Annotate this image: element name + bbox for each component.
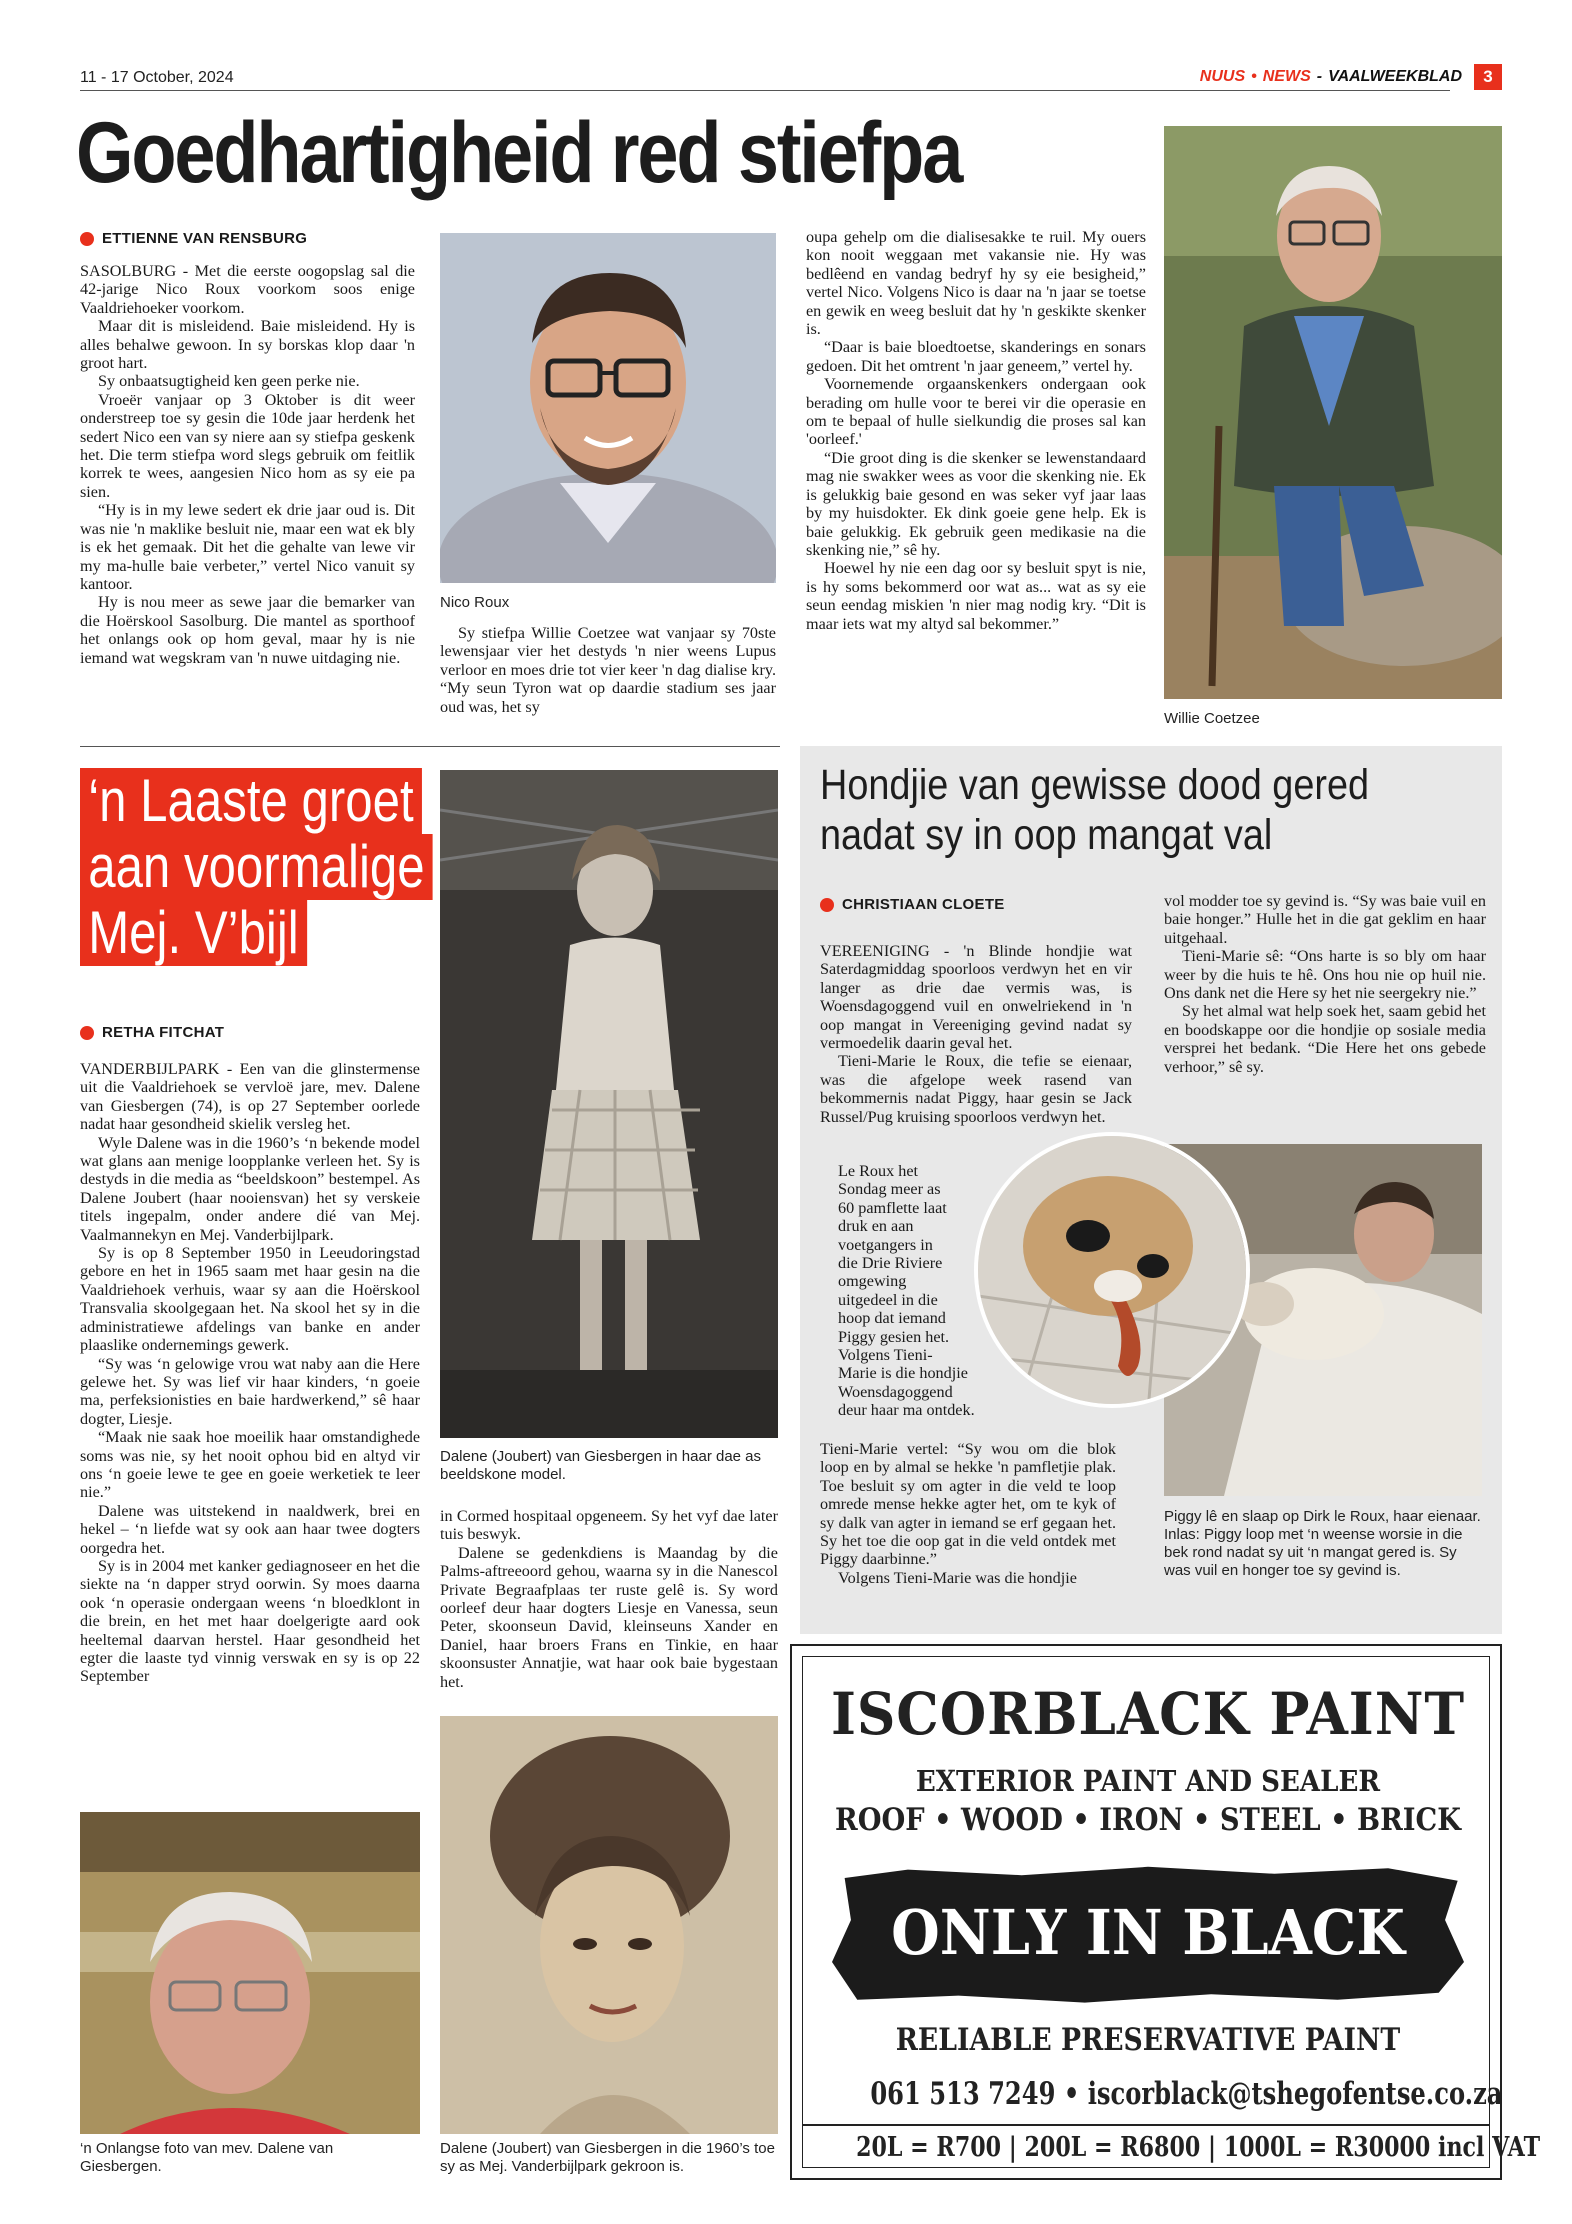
byline-author: CHRISTIAAN CLOETE [842,896,1005,913]
advert-contact: 061 513 7249 • iscorblack@tshegofentse.co.za [870,2076,1503,2112]
dalene-1960-caption: Dalene (Joubert) van Giesbergen in die 1960’s toe sy as Mej. Vanderbijlpark gekroon is. [440,2140,775,2175]
para: Sy het almal wat help soek het, saam gebid het en boodskappe oor die hondjie op sosiale media versprei het bedank. “Die Here het ons gebede verhoor,” sê sy. [1164,1002,1486,1076]
wrap-line: die Drie Riviere [838,1254,943,1273]
advert-brand: ISCORBLACK PAINT [830,1680,1466,1748]
portrait-illustration [440,233,776,583]
willie-coetzee-caption: Willie Coetzee [1164,710,1260,727]
para: Wyle Dalene was in die 1960’s ‘n bekende model wat glans aan menige loopplanke verleen het. Sy is destyds in die media as “beeldskoon” bestempel. As Dalene Joubert (haar nooiensvan) het sy verskeie titels ingepalm, onder andere dié van Mej. Vaalmannekyn en Mej. Vanderbijlpark. [80,1133,420,1244]
advert-line2: ROOF • WOOD • IRON • STEEL • BRICK [835,1802,1461,1838]
wrap-line: Marie is die hondjie [838,1364,968,1383]
story1-col3 [806,228,1146,633]
story1-col2 [440,624,776,716]
headline-line: nadat sy in oop mangat val [820,811,1273,859]
dalene-recent-photo [80,1812,420,2134]
para: SASOLBURG - Met die eerste oogopslag sal die 42-jarige Nico Roux voorkom soos enige Vaaldriehoeker voorkom. [80,262,415,317]
iscorblack-advert [790,1644,1541,2180]
story3-col1-wrap [838,1162,998,1420]
para: Sy is op 8 September 1950 in Leeudoringstad gebore en het in 1965 saam met haar gesin na die Vaaldriehoek verhuis, waar sy aan die Hoërskool Transvalia skoolgegaan het. Na skool het sy in die administratiewe afdelings van banke en ander plaaslike ondernemings gewerk. [80,1244,420,1355]
byline-dot-icon [80,232,94,246]
page-number: 3 [1474,64,1502,90]
wrap-line: Volgens Tieni- [838,1346,933,1365]
headline-line: Mej. V’bijl [80,900,307,966]
piggy-inset-photo [974,1132,1250,1408]
para: Vroeër vanjaar op 3 Oktober is dit weer onderstreep toe sy gesin die 10de jaar herdenk het sedert Nico een van sy niere aan sy stiefpa geskenk het. Die term stiefpa word slegs gebruik om feitlik korrek te wees, aangesien Nico hom as sy eie pa sien. [80,390,415,501]
story3-byline [820,896,1005,913]
header-rule [80,90,1450,91]
story1-byline [80,230,307,247]
story2-byline [80,1024,224,1041]
byline-dot-icon [820,898,834,912]
dalene-model-caption: Dalene (Joubert) van Giesbergen in haar dae as beeldskone model. [440,1448,762,1483]
para: Sy onbaatsugtigheid ken geen perke nie. [98,372,360,391]
headline-line: Hondjie van gewisse dood gered [820,761,1370,809]
byline-author: RETHA FITCHAT [102,1024,225,1041]
portrait-illustration [1164,126,1502,699]
piggy-caption: Piggy lê en slaap op Dirk le Roux, haar eienaar. Inlas: Piggy loop met ‘n weense worsie in die bek rond nadat sy uit ‘n mangat gered is. Sy was vuil en honger toe sy gevind is. [1164,1508,1481,1579]
page-date: 11 - 17 October, 2024 [80,69,234,86]
para: “Maak nie saak hoe moeilik haar omstandighede soms was nie, sy het nooit ophou bid en altyd vir ons ‘n goeie lewe te gee en goeie werketiek te leer nie.” [80,1428,420,1502]
vintage-photo-illustration [440,1716,778,2134]
para: Tieni-Marie le Roux, die tefie se eienaar, was die afgelope week rasend van bekommernis nadat Piggy, haar gesin se Jack Russel/Pug kruising spoorloos verdwyn het. [820,1052,1132,1126]
para: VANDERBIJLPARK - Een van die glinstermense uit die Vaaldriehoek se vervloë jare, mev. Dalene van Giesbergen (74), is op 27 September oorlede nadat haar gesondheid skielik versleg het. [80,1060,420,1134]
headline-line: aan voormalige [80,834,433,900]
advert-line3: RELIABLE PRESERVATIVE PAINT [895,2022,1401,2058]
para: Maar dit is misleidend. Baie misleidend. Hy is alles behalwe gewoon. In sy borskas klop daar 'n groot hart. [80,317,415,373]
para: VEREENIGING - 'n Blinde hondjie wat Saterdagmiddag spoorloos verdwyn het en vir langer as drie dae vermis was, is Woensdagoggend vuil en onwelriekend in 'n oop mangat in Vereeniging gevind nadat sy vermoedelik daarin geval het. [820,942,1132,1053]
wrap-line: Woensdagoggend [838,1382,953,1401]
para: Hy is nou meer as sewe jaar die bemarker van die Hoërskool Sasolburg. Die mantel as sporthoof het onlangs ook op hom geval, maar hy is nie iemand wat wegskram van 'n nuwe uitdaging nie. [80,593,415,667]
story2-col1 [80,1060,420,1686]
advert-prices: 20L = R700 | 200L = R6800 | 1000L = R30000 incl VAT [856,2132,1541,2163]
story3-headline [820,760,1444,860]
wrap-line: Le Roux het [838,1162,919,1180]
dog-illustration [978,1136,1250,1408]
section-nuus: NUUS [1199,68,1246,85]
para: oupa gehelp om die dialisesakke te ruil. My ouers kon nooit weggaan met vakansie nie. Hy was bedlêend en vandag bedryf hy sy eie besigheid,” vertel Nico. Volgens Nico is daar na 'n jaar se toetse en gewik en weeg besluit dat hy 'n geskikte skenker is. [806,228,1146,339]
advert-prices-rule [802,2124,1490,2126]
story2-col2 [440,1507,778,1691]
para: in Cormed hospitaal opgeneem. Sy het vyf dae later tuis beswyk. [440,1507,778,1544]
dalene-recent-caption: ‘n Onlangse foto van mev. Dalene van Giesbergen. [80,2140,334,2175]
para: Hoewel hy nie een dag oor sy besluit spyt is nie, is hy soms bekommerd oor wat as... wat as sy eie seun eendag miskien 'n nier mag nodig kry. “Dit is maar iets wat my altyd sal bekommer.” [806,559,1146,633]
dalene-model-photo [440,770,778,1438]
para: Volgens Tieni-Marie was die hondjie [838,1568,1077,1587]
wrap-line: deur haar ma ontdek. [838,1401,975,1420]
advert-line1: EXTERIOR PAINT AND SEALER [915,1764,1381,1798]
para: “Hy is in my lewe sedert ek drie jaar oud is. Dit was nie 'n maklike besluit nie, maar een wat ek bly is ek het gemaak. Dit het die gehalte van lewe vir my ma-hulle baie verbeter,” vertel Nico vanuit sy kantoor. [80,501,415,593]
nico-roux-caption: Nico Roux [440,594,510,611]
para: Tieni-Marie vertel: “Sy wou om die blok loop en by almal se hekke 'n pamfletjie plak. Toe besluit sy om agter in die veld te loop omrede mense hekke agter het, om te kyk of sy dalk van agter in iemand se erf gegaan het. Sy het toe die oop gat in die veld ontdek met Piggy daarbinne.” [820,1440,1116,1569]
section-news: NEWS [1262,68,1311,85]
portrait-illustration [80,1812,420,2134]
para: Tieni-Marie sê: “Ons harte is so bly om haar weer by die huis te hê. Ons hou nie op huil nie. Ons dank net die Here sy het nie seergekry nie.” [1164,947,1486,1003]
section-label: NUUS • NEWS - VAALWEEKBLAD [1199,68,1462,85]
para: Sy stiefpa Willie Coetzee wat vanjaar sy 70ste lewensjaar vier het destyds 'n nier weens Lupus verloor en moes drie tot vier keer 'n dag dialise kry. “My seun Tyron wat op daardie stadium ses jaar oud was, het sy [440,624,776,716]
wrap-line: druk en aan [838,1217,914,1236]
para: vol modder toe sy gevind is. “Sy was baie vuil en baie honger.” Hulle het in die gat geklim en haar uitgehaal. [1164,892,1486,947]
story3-col1-after [820,1440,1116,1587]
para: Voornemende orgaanskenkers ondergaan ook berading om hulle voor te berei vir die operasie en om te bepaal of hulle sielkundig die proses sal kan 'oorleef.' [806,375,1146,449]
headline-line: ‘n Laaste groet [80,768,422,834]
para: “Sy was ‘n gelowige vrou wat naby aan die Here gelewe het. Sy was lief vir haar kinders, ‘n goeie ma, perfeksionisties en baie hardwerkend,” sê haar dogter, Liesje. [80,1354,420,1428]
wrap-line: 60 pamflette laat [838,1198,947,1217]
story1-col1 [80,262,415,667]
dalene-1960-photo [440,1716,778,2134]
story3-col1 [820,942,1132,1126]
para: Sy is in 2004 met kanker gediagnoseer en het die siekte na ‘n dapper stryd oorwin. Sy moes daarna ook ‘n operasie ondergaan weens ‘n bloedklont in die brein, en het met haar doelgerigte aard ook heeltemal daarvan herstel. Haar gesondheid het egter die laaste tyd vinnig verswak en sy is op 22 September [80,1556,420,1686]
para: “Daar is baie bloedtoetse, skanderings en sonars gedoen. Dit het omtrent 'n jaar geneem,” vertel hy. [806,338,1146,375]
byline-dot-icon [80,1026,94,1040]
advert-banner-text: ONLY IN BLACK [891,1896,1405,1969]
nico-roux-photo [440,233,776,583]
para: “Die groot ding is die skenker se lewenstandaard mag nie swakker wees as voor die skenking nie. Ek is gelukkig baie gesond en was seker vyf jaar laas by my huisdokter. Ek dink goeie gene help. Ek is baie gelukkig. Ek gebruik geen medikasie na die skenking nie,” sê hy. [806,448,1146,559]
para: Dalene was uitstekend in naaldwerk, brei en hekel – ‘n liefde wat sy ook aan haar twee dogters oorgedra het. [80,1501,420,1557]
wrap-line: omgewing [838,1272,907,1291]
paper-name: VAALWEEKBLAD [1328,68,1462,85]
wrap-line: uitgedeel in die [838,1290,938,1309]
wrap-line: Sondag meer as [838,1180,941,1199]
willie-coetzee-photo [1164,126,1502,699]
vintage-photo-illustration [440,770,778,1438]
story1-headline: Goedhartigheid red stiefpa [76,105,962,201]
wrap-line: hoop dat iemand [838,1309,946,1328]
byline-author: ETTIENNE VAN RENSBURG [102,230,308,247]
wrap-line: Piggy gesien het. [838,1327,950,1346]
divider-story1 [80,746,780,747]
wrap-line: voetgangers in [838,1235,933,1254]
story3-col2 [1164,892,1486,1076]
para: Dalene se gedenkdiens is Maandag by die Palms-aftreeoord gehou, waarna sy in die Nanescol Private Begraafplaas ter ruste gelê is. Sy word oorleef deur haar dogters Liesje en Vanessa, seun Peter, skoonseun David, kleinseuns Xander en Daniel, haar broers Frans en Tinkie, en haar skoonsuster Annatjie, wat haar ook baie bygestaan het. [440,1543,778,1691]
